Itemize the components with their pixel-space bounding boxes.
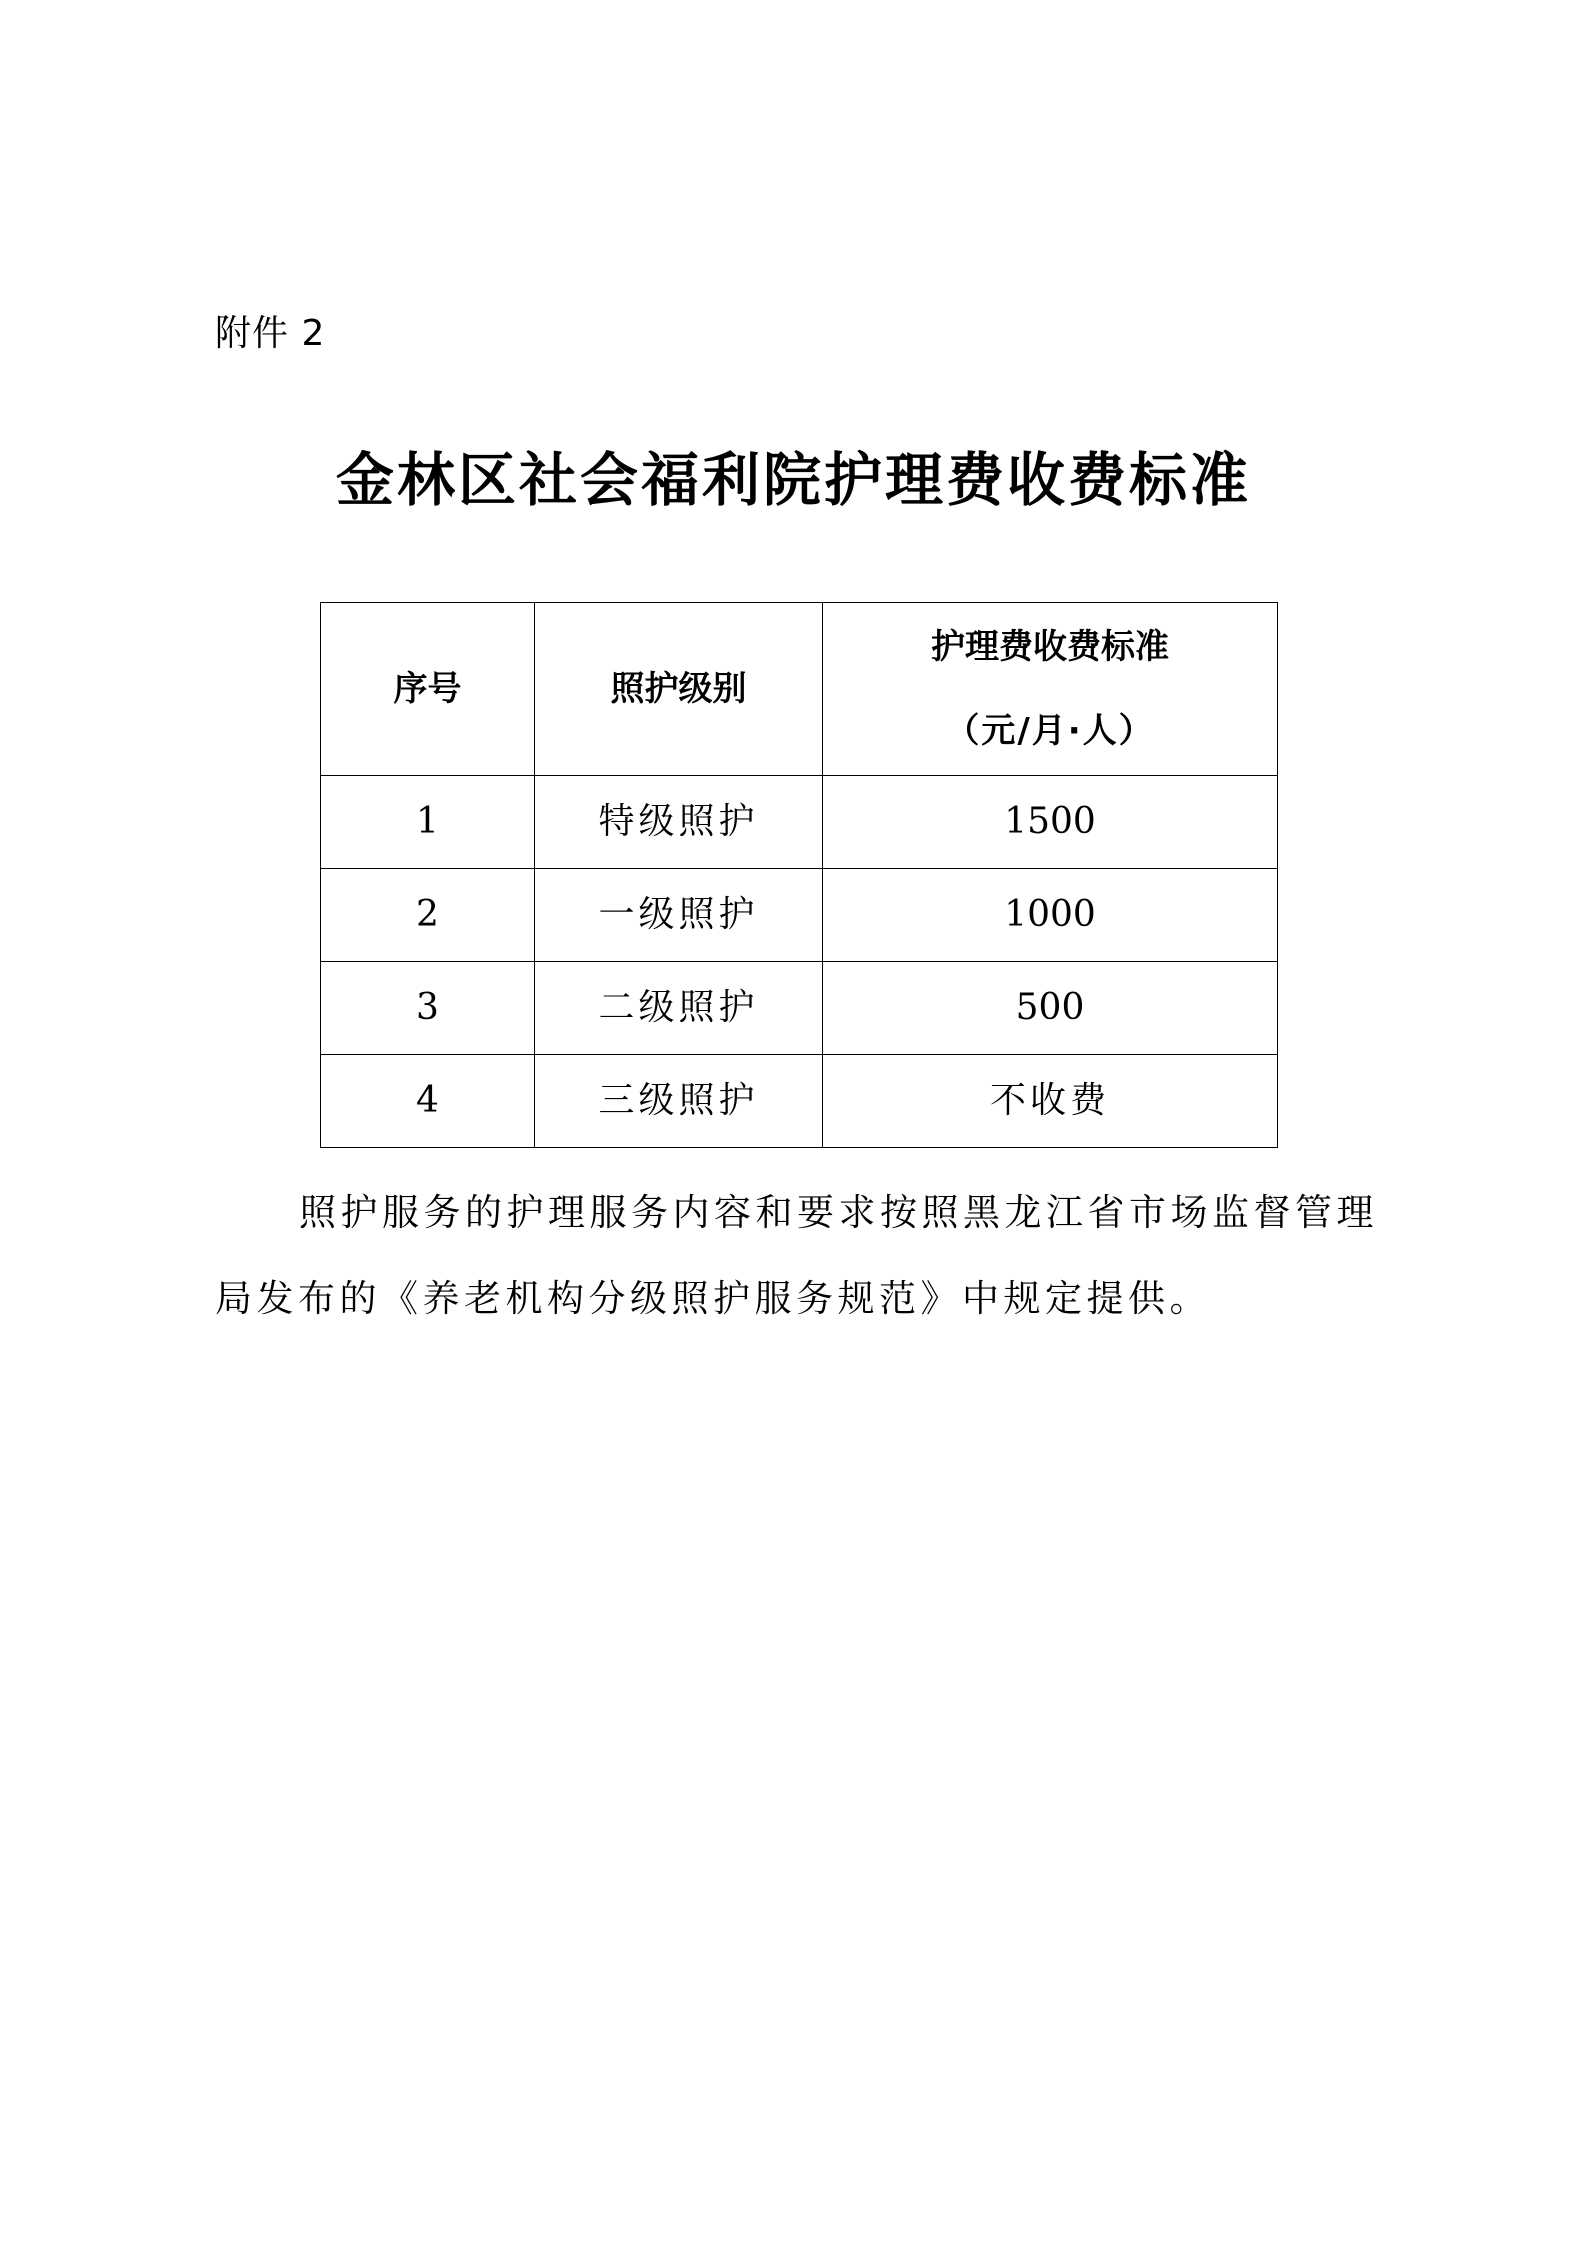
header-fee — [823, 603, 1278, 776]
table-header-row — [321, 603, 1278, 776]
cell-seq: 3 — [321, 962, 535, 1055]
cell-seq: 4 — [321, 1055, 535, 1148]
cell-fee: 500 — [823, 962, 1278, 1055]
header-fee-unit: （元/月·人） — [945, 711, 1155, 751]
cell-level: 一级照护 — [535, 869, 823, 962]
table-row — [321, 776, 1278, 869]
cell-fee: 1500 — [823, 776, 1278, 869]
cell-seq: 1 — [321, 776, 535, 869]
attachment-label: 附件 2 — [215, 313, 326, 354]
table-row — [321, 962, 1278, 1055]
table-row — [321, 869, 1278, 962]
cell-fee: 1000 — [823, 869, 1278, 962]
table-row — [321, 1055, 1278, 1148]
cell-fee: 不收费 — [823, 1055, 1278, 1148]
header-seq: 序号 — [321, 603, 535, 776]
header-level: 照护级别 — [535, 603, 823, 776]
cell-level: 三级照护 — [535, 1055, 823, 1148]
cell-level: 特级照护 — [535, 776, 823, 869]
cell-seq: 2 — [321, 869, 535, 962]
header-fee-title: 护理费收费标准 — [931, 627, 1169, 667]
fee-table — [320, 602, 1278, 1148]
service-note: 照护服务的护理服务内容和要求按照黑龙江省市场监督管理局发布的《养老机构分级照护服务规范》中规定提供。 — [215, 1191, 1378, 1320]
cell-level: 二级照护 — [535, 962, 823, 1055]
document-title: 金林区社会福利院护理费收费标准 — [335, 446, 1251, 514]
